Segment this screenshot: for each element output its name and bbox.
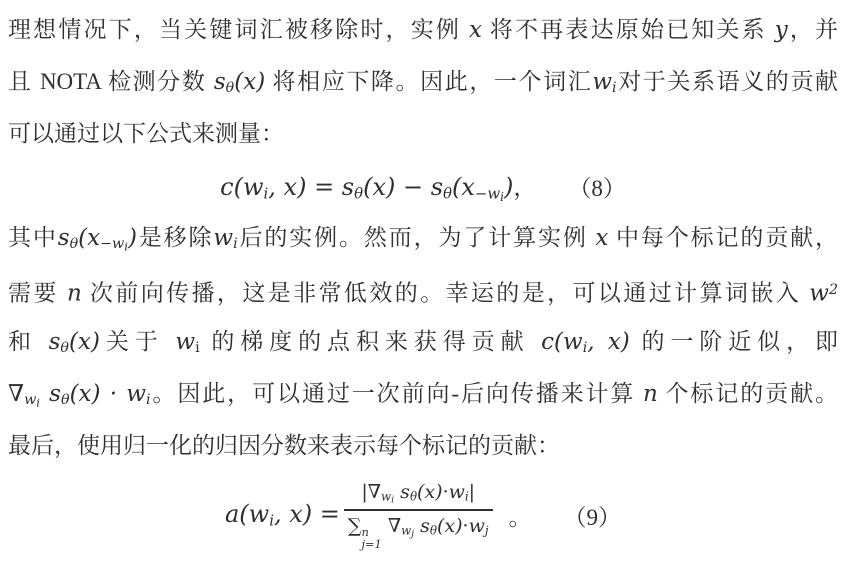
equation-8-number: （8） [568, 175, 626, 201]
equation-9-lhs: a(wi, x) = [224, 500, 340, 530]
paragraph-line-1: 理想情况下，当关键词汇被移除时，实例 x 将不再表达原始已知关系 y，并 [8, 17, 839, 43]
equation-8 [8, 160, 838, 212]
fraction-numerator: $|\nabla w_i$ sθ(x)·wi| [344, 479, 493, 511]
paragraph-line-2: 且 NOTA 检测分数 sθ(x) 将相应下降。因此，一个词汇wi对于关系语义的贡献 [8, 69, 839, 97]
fraction-denominator: ∑ n j=1 $\nabla w_j$ sθ(x)·wj [347, 515, 489, 552]
equation-9-fraction [344, 479, 493, 551]
equation-9-number: （9） [563, 504, 622, 530]
equation-9-period: 。 [508, 504, 532, 530]
paragraph-line-8: 最后，使用归一化的归因分数来表示每个标记的贡献： [8, 433, 560, 458]
equation-9 [8, 472, 838, 558]
paragraph-line-4: 其中$s\theta(x-w_i)$是移除wi后的实例。然而，为了计算实例 x 中每个标记的贡献， [8, 225, 839, 254]
paragraph-line-3: 可以通过以下公式来测量： [8, 121, 284, 146]
paragraph-line-5: 需要 n 次前向传播，这是非常低效的。幸运的是，可以通过计算词嵌入 $w^2$ [8, 280, 839, 307]
paragraph-line-6: 和 sθ(x)关于 wi 的梯度的点积来获得贡献 c(wi, x) 的一阶近似，即 [8, 329, 839, 357]
paragraph-line-7: $\nabla w_i$ sθ(x) · wi。因此，可以通过一次前向-后向传播来计算 n 个标记的贡献。 [8, 381, 838, 410]
equation-8-formula: c(wi, $x) = s\theta(x) - s\theta(x-w_i)$， [220, 172, 537, 204]
